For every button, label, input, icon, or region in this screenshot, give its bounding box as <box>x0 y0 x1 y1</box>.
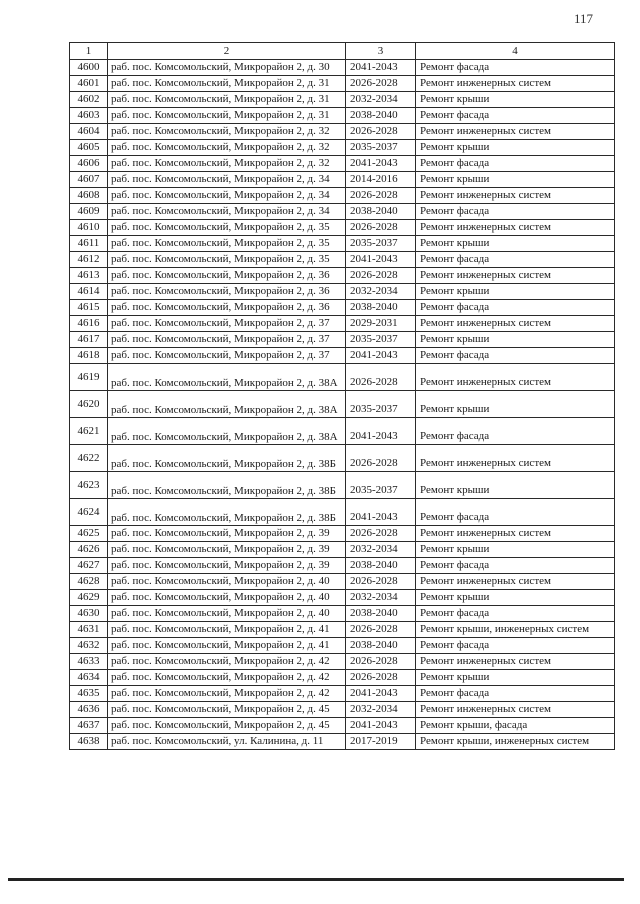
row-work-type: Ремонт крыши <box>416 332 615 348</box>
table-row <box>70 702 615 718</box>
row-period: 2041-2043 <box>346 499 416 526</box>
table-row <box>70 686 615 702</box>
row-number: 4621 <box>70 418 108 445</box>
row-period: 2026-2028 <box>346 670 416 686</box>
table-row <box>70 316 615 332</box>
table-header-row <box>70 43 615 60</box>
row-work-type: Ремонт крыши <box>416 92 615 108</box>
row-number: 4603 <box>70 108 108 124</box>
table-row <box>70 499 615 526</box>
row-period: 2026-2028 <box>346 268 416 284</box>
row-period: 2026-2028 <box>346 76 416 92</box>
table-row <box>70 718 615 734</box>
row-work-type: Ремонт фасада <box>416 156 615 172</box>
row-work-type: Ремонт фасада <box>416 204 615 220</box>
row-period: 2038-2040 <box>346 558 416 574</box>
row-number: 4600 <box>70 60 108 76</box>
row-address: раб. пос. Комсомольский, Микрорайон 2, д. 40 <box>108 606 346 622</box>
row-period: 2026-2028 <box>346 364 416 391</box>
row-number: 4602 <box>70 92 108 108</box>
row-period: 2026-2028 <box>346 124 416 140</box>
row-number: 4620 <box>70 391 108 418</box>
row-address: раб. пос. Комсомольский, Микрорайон 2, д. 35 <box>108 252 346 268</box>
table-row <box>70 172 615 188</box>
row-number: 4612 <box>70 252 108 268</box>
row-number: 4613 <box>70 268 108 284</box>
table-row <box>70 76 615 92</box>
row-work-type: Ремонт инженерных систем <box>416 364 615 391</box>
row-period: 2026-2028 <box>346 445 416 472</box>
row-number: 4601 <box>70 76 108 92</box>
row-work-type: Ремонт инженерных систем <box>416 526 615 542</box>
table-row <box>70 252 615 268</box>
row-number: 4619 <box>70 364 108 391</box>
row-period: 2041-2043 <box>346 252 416 268</box>
row-period: 2041-2043 <box>346 60 416 76</box>
row-period: 2026-2028 <box>346 526 416 542</box>
row-address: раб. пос. Комсомольский, Микрорайон 2, д. 34 <box>108 204 346 220</box>
row-work-type: Ремонт фасада <box>416 60 615 76</box>
row-work-type: Ремонт фасада <box>416 686 615 702</box>
table-row <box>70 268 615 284</box>
row-work-type: Ремонт крыши, фасада <box>416 718 615 734</box>
row-period: 2014-2016 <box>346 172 416 188</box>
row-number: 4638 <box>70 734 108 750</box>
row-address: раб. пос. Комсомольский, Микрорайон 2, д. 35 <box>108 236 346 252</box>
row-period: 2026-2028 <box>346 622 416 638</box>
row-number: 4627 <box>70 558 108 574</box>
bottom-rule <box>8 878 624 881</box>
column-header-period: 3 <box>346 43 416 60</box>
row-work-type: Ремонт фасада <box>416 418 615 445</box>
row-address: раб. пос. Комсомольский, Микрорайон 2, д. 32 <box>108 124 346 140</box>
row-number: 4611 <box>70 236 108 252</box>
row-work-type: Ремонт фасада <box>416 499 615 526</box>
row-work-type: Ремонт инженерных систем <box>416 574 615 590</box>
row-number: 4622 <box>70 445 108 472</box>
row-period: 2026-2028 <box>346 188 416 204</box>
row-address: раб. пос. Комсомольский, Микрорайон 2, д. 41 <box>108 622 346 638</box>
table-row <box>70 526 615 542</box>
table-row <box>70 472 615 499</box>
row-number: 4633 <box>70 654 108 670</box>
row-number: 4604 <box>70 124 108 140</box>
row-number: 4616 <box>70 316 108 332</box>
row-work-type: Ремонт крыши <box>416 140 615 156</box>
row-period: 2041-2043 <box>346 418 416 445</box>
table-row <box>70 590 615 606</box>
table-row <box>70 300 615 316</box>
row-address: раб. пос. Комсомольский, ул. Калинина, д. 11 <box>108 734 346 750</box>
row-period: 2035-2037 <box>346 472 416 499</box>
table-row <box>70 204 615 220</box>
row-work-type: Ремонт инженерных систем <box>416 445 615 472</box>
row-address: раб. пос. Комсомольский, Микрорайон 2, д. 38Б <box>108 445 346 472</box>
row-period: 2032-2034 <box>346 92 416 108</box>
row-address: раб. пос. Комсомольский, Микрорайон 2, д. 45 <box>108 718 346 734</box>
row-number: 4610 <box>70 220 108 236</box>
table-row <box>70 654 615 670</box>
row-address: раб. пос. Комсомольский, Микрорайон 2, д. 38А <box>108 418 346 445</box>
row-address: раб. пос. Комсомольский, Микрорайон 2, д. 37 <box>108 316 346 332</box>
table-row <box>70 108 615 124</box>
row-address: раб. пос. Комсомольский, Микрорайон 2, д. 45 <box>108 702 346 718</box>
row-work-type: Ремонт фасада <box>416 252 615 268</box>
row-number: 4614 <box>70 284 108 300</box>
row-period: 2038-2040 <box>346 300 416 316</box>
row-number: 4628 <box>70 574 108 590</box>
row-period: 2029-2031 <box>346 316 416 332</box>
row-period: 2035-2037 <box>346 140 416 156</box>
table-row <box>70 156 615 172</box>
table-row <box>70 622 615 638</box>
row-address: раб. пос. Комсомольский, Микрорайон 2, д. 31 <box>108 92 346 108</box>
row-work-type: Ремонт фасада <box>416 300 615 316</box>
table-row <box>70 364 615 391</box>
table-row <box>70 734 615 750</box>
row-period: 2038-2040 <box>346 606 416 622</box>
row-number: 4618 <box>70 348 108 364</box>
row-address: раб. пос. Комсомольский, Микрорайон 2, д. 36 <box>108 268 346 284</box>
row-number: 4632 <box>70 638 108 654</box>
row-period: 2038-2040 <box>346 638 416 654</box>
column-header-number: 1 <box>70 43 108 60</box>
row-address: раб. пос. Комсомольский, Микрорайон 2, д. 39 <box>108 558 346 574</box>
row-address: раб. пос. Комсомольский, Микрорайон 2, д. 34 <box>108 172 346 188</box>
row-address: раб. пос. Комсомольский, Микрорайон 2, д. 38А <box>108 364 346 391</box>
row-work-type: Ремонт крыши <box>416 542 615 558</box>
row-address: раб. пос. Комсомольский, Микрорайон 2, д. 42 <box>108 686 346 702</box>
table-row <box>70 332 615 348</box>
row-work-type: Ремонт инженерных систем <box>416 268 615 284</box>
table-row <box>70 574 615 590</box>
row-number: 4623 <box>70 472 108 499</box>
table-row <box>70 445 615 472</box>
column-header-work: 4 <box>416 43 615 60</box>
row-address: раб. пос. Комсомольский, Микрорайон 2, д. 38А <box>108 391 346 418</box>
row-period: 2026-2028 <box>346 654 416 670</box>
table-row <box>70 418 615 445</box>
row-period: 2032-2034 <box>346 542 416 558</box>
table-body <box>70 60 615 750</box>
row-period: 2041-2043 <box>346 718 416 734</box>
row-address: раб. пос. Комсомольский, Микрорайон 2, д. 42 <box>108 654 346 670</box>
row-work-type: Ремонт крыши, инженерных систем <box>416 622 615 638</box>
row-address: раб. пос. Комсомольский, Микрорайон 2, д. 37 <box>108 332 346 348</box>
row-work-type: Ремонт крыши <box>416 670 615 686</box>
row-number: 4629 <box>70 590 108 606</box>
table-row <box>70 542 615 558</box>
table-row <box>70 140 615 156</box>
row-number: 4625 <box>70 526 108 542</box>
row-address: раб. пос. Комсомольский, Микрорайон 2, д. 38Б <box>108 472 346 499</box>
row-address: раб. пос. Комсомольский, Микрорайон 2, д. 36 <box>108 300 346 316</box>
row-period: 2035-2037 <box>346 236 416 252</box>
row-number: 4634 <box>70 670 108 686</box>
row-address: раб. пос. Комсомольский, Микрорайон 2, д. 40 <box>108 574 346 590</box>
table-row <box>70 92 615 108</box>
row-address: раб. пос. Комсомольский, Микрорайон 2, д. 32 <box>108 156 346 172</box>
row-work-type: Ремонт крыши <box>416 590 615 606</box>
row-number: 4630 <box>70 606 108 622</box>
row-period: 2032-2034 <box>346 284 416 300</box>
row-work-type: Ремонт крыши, инженерных систем <box>416 734 615 750</box>
row-work-type: Ремонт инженерных систем <box>416 702 615 718</box>
row-work-type: Ремонт инженерных систем <box>416 316 615 332</box>
row-address: раб. пос. Комсомольский, Микрорайон 2, д. 31 <box>108 108 346 124</box>
row-address: раб. пос. Комсомольский, Микрорайон 2, д. 37 <box>108 348 346 364</box>
table-row <box>70 220 615 236</box>
row-number: 4617 <box>70 332 108 348</box>
table-row <box>70 124 615 140</box>
row-number: 4635 <box>70 686 108 702</box>
row-work-type: Ремонт инженерных систем <box>416 124 615 140</box>
row-work-type: Ремонт крыши <box>416 236 615 252</box>
row-number: 4636 <box>70 702 108 718</box>
row-number: 4606 <box>70 156 108 172</box>
row-number: 4624 <box>70 499 108 526</box>
row-period: 2026-2028 <box>346 220 416 236</box>
row-number: 4607 <box>70 172 108 188</box>
row-period: 2041-2043 <box>346 156 416 172</box>
row-address: раб. пос. Комсомольский, Микрорайон 2, д. 30 <box>108 60 346 76</box>
row-work-type: Ремонт крыши <box>416 284 615 300</box>
row-address: раб. пос. Комсомольский, Микрорайон 2, д. 34 <box>108 188 346 204</box>
row-number: 4631 <box>70 622 108 638</box>
row-period: 2026-2028 <box>346 574 416 590</box>
row-period: 2032-2034 <box>346 702 416 718</box>
row-work-type: Ремонт фасада <box>416 348 615 364</box>
row-address: раб. пос. Комсомольский, Микрорайон 2, д. 39 <box>108 542 346 558</box>
row-work-type: Ремонт крыши <box>416 172 615 188</box>
row-work-type: Ремонт инженерных систем <box>416 76 615 92</box>
page-number: 117 <box>574 11 594 26</box>
row-address: раб. пос. Комсомольский, Микрорайон 2, д. 41 <box>108 638 346 654</box>
table-row <box>70 391 615 418</box>
row-address: раб. пос. Комсомольский, Микрорайон 2, д. 39 <box>108 526 346 542</box>
row-period: 2035-2037 <box>346 332 416 348</box>
row-work-type: Ремонт крыши <box>416 391 615 418</box>
table-row <box>70 284 615 300</box>
row-work-type: Ремонт фасада <box>416 108 615 124</box>
row-work-type: Ремонт инженерных систем <box>416 188 615 204</box>
row-address: раб. пос. Комсомольский, Микрорайон 2, д. 42 <box>108 670 346 686</box>
row-work-type: Ремонт инженерных систем <box>416 220 615 236</box>
row-period: 2035-2037 <box>346 391 416 418</box>
row-number: 4608 <box>70 188 108 204</box>
table-row <box>70 670 615 686</box>
table-row <box>70 348 615 364</box>
row-period: 2041-2043 <box>346 348 416 364</box>
row-work-type: Ремонт фасада <box>416 638 615 654</box>
row-number: 4609 <box>70 204 108 220</box>
row-address: раб. пос. Комсомольский, Микрорайон 2, д. 31 <box>108 76 346 92</box>
row-address: раб. пос. Комсомольский, Микрорайон 2, д. 32 <box>108 140 346 156</box>
table-row <box>70 188 615 204</box>
table-row <box>70 236 615 252</box>
row-number: 4637 <box>70 718 108 734</box>
row-number: 4626 <box>70 542 108 558</box>
row-period: 2017-2019 <box>346 734 416 750</box>
table-row <box>70 638 615 654</box>
row-period: 2038-2040 <box>346 204 416 220</box>
row-period: 2032-2034 <box>346 590 416 606</box>
row-address: раб. пос. Комсомольский, Микрорайон 2, д. 40 <box>108 590 346 606</box>
row-period: 2038-2040 <box>346 108 416 124</box>
table-row <box>70 60 615 76</box>
row-number: 4615 <box>70 300 108 316</box>
row-work-type: Ремонт фасада <box>416 606 615 622</box>
row-number: 4605 <box>70 140 108 156</box>
row-work-type: Ремонт крыши <box>416 472 615 499</box>
table-row <box>70 606 615 622</box>
repair-schedule-table <box>69 42 615 750</box>
table-row <box>70 558 615 574</box>
row-address: раб. пос. Комсомольский, Микрорайон 2, д. 35 <box>108 220 346 236</box>
row-work-type: Ремонт инженерных систем <box>416 654 615 670</box>
row-work-type: Ремонт фасада <box>416 558 615 574</box>
column-header-address: 2 <box>108 43 346 60</box>
row-period: 2041-2043 <box>346 686 416 702</box>
row-address: раб. пос. Комсомольский, Микрорайон 2, д. 36 <box>108 284 346 300</box>
row-address: раб. пос. Комсомольский, Микрорайон 2, д. 38Б <box>108 499 346 526</box>
